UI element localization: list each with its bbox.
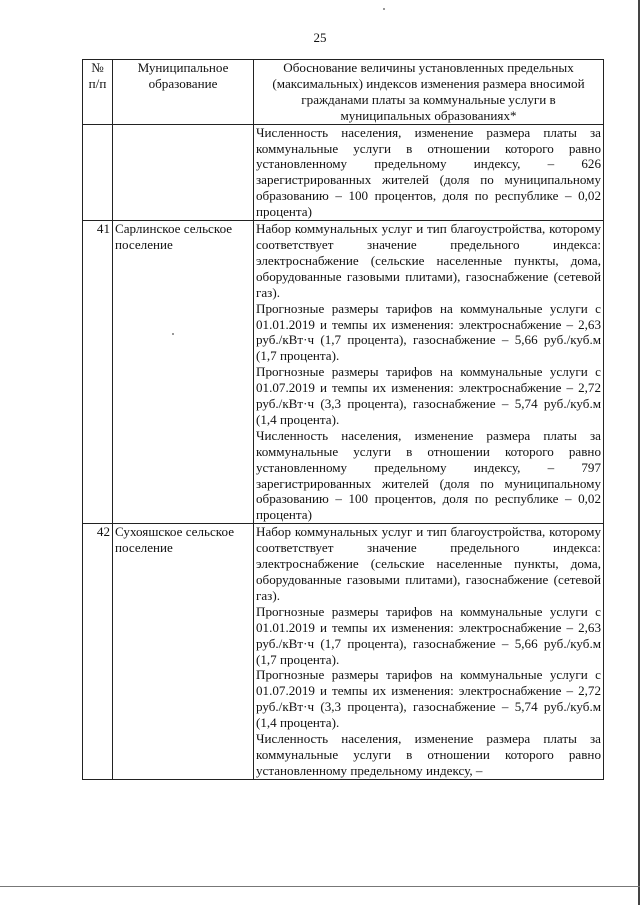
scan-speck: [383, 8, 385, 10]
row-municipality: Сухояшское сельское поселение: [113, 524, 254, 780]
table-row: [83, 524, 604, 780]
paragraph-services: Набор коммунальных услуг и тип благоустройства, которому соответствует значение предельного индекса: электроснабжение (сельские населенные пункты, дома, оборудованные газовыми плитами), газоснабжение (сетевой газ).: [256, 524, 601, 603]
paragraph-tariffs-jan: Прогнозные размеры тарифов на коммунальные услуги с 01.01.2019 и темпы их изменения: электроснабжение – 2,63 руб./кВт·ч (1,7 процента), газоснабжение – 5,66 руб./куб.м (1,7 процента).: [256, 603, 601, 667]
table-header-row: [83, 60, 604, 125]
row-justification: [254, 221, 604, 524]
paragraph-tariffs-jul: Прогнозные размеры тарифов на коммунальные услуги с 01.07.2019 и темпы их изменения: электроснабжение – 2,72 руб./кВт·ч (3,3 процента), газоснабжение – 5,74 руб./куб.м (1,4 процента).: [256, 364, 601, 427]
paragraph-tariffs-jan: Прогнозные размеры тарифов на коммунальные услуги с 01.01.2019 и темпы их изменения: электроснабжение – 2,63 руб./кВт·ч (1,7 процента), газоснабжение – 5,66 руб./куб.м (1,7 процента).: [256, 300, 601, 364]
row-municipality: [113, 124, 254, 220]
scan-speck: [172, 333, 174, 335]
row-num: [83, 124, 113, 220]
row-justification: [254, 124, 604, 220]
paragraph-population: Численность населения, изменение размера платы за коммунальные услуги в отношении которого равно установленному предельному индексу, –: [256, 731, 601, 778]
paragraph-tariffs-jul: Прогнозные размеры тарифов на коммунальные услуги с 01.07.2019 и темпы их изменения: электроснабжение – 2,72 руб./кВт·ч (3,3 процента), газоснабжение – 5,74 руб./куб.м (1,4 процента).: [256, 667, 601, 731]
header-num: № п/п: [83, 60, 113, 125]
paragraph-population: Численность населения, изменение размера платы за коммунальные услуги в отношении которого равно установленному предельному индексу, – 797 зарегистрированных жителей (доля по муниципальному образованию – 100 процентов, доля по республике – 0,02 процента): [256, 427, 601, 523]
paragraph-services: Набор коммунальных услуг и тип благоустройства, которому соответствует значение предельного индекса: электроснабжение (сельские населенные пункты, дома, оборудованные газовыми плитами), газоснабжение (сетевой газ).: [256, 221, 601, 300]
row-num: 41: [83, 221, 113, 524]
row-justification: [254, 524, 604, 780]
indices-table: [82, 59, 604, 780]
row-num: 42: [83, 524, 113, 780]
header-municipality: Муниципальное образование: [113, 60, 254, 125]
table-row: [83, 124, 604, 220]
table-row: [83, 221, 604, 524]
page-number: 25: [313, 30, 327, 45]
header-justification: Обоснование величины установленных предельных (максимальных) индексов изменения размера вносимой гражданами платы за коммунальные услуги в муниципальных образованиях*: [254, 60, 604, 125]
row-municipality: Сарлинское сельское поселение: [113, 221, 254, 524]
scan-bottom-line: [0, 886, 640, 887]
paragraph-population: Численность населения, изменение размера платы за коммунальные услуги в отношении которого равно установленному предельному индексу, – 626 зарегистрированных жителей (доля по муниципальному образованию – 100 процентов, доля по республике – 0,02 процента): [256, 124, 601, 220]
